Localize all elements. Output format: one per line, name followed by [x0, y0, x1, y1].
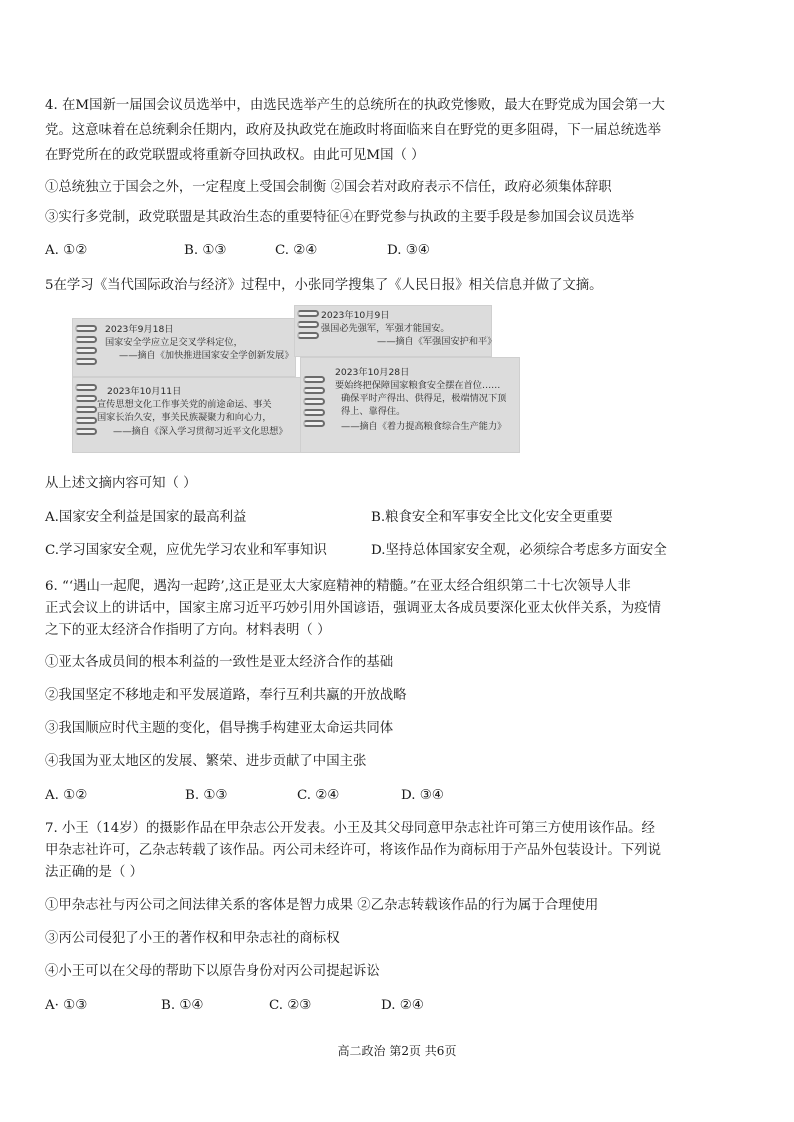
q5-option-a[interactable]: A.国家安全利益是国家的最高利益	[45, 510, 247, 525]
digest-card-3	[72, 377, 306, 453]
q4-option-c[interactable]: C. ②④	[275, 243, 318, 258]
q4-option-a[interactable]: A. ①②	[45, 243, 88, 258]
q4-stem-line-2: 党。这意味着在总统剩余任期内，政府及执政党在施政时将面临来自在野党的更多阻碍，下一届总统选举	[45, 123, 661, 138]
q7-statement-1: ①甲杂志社与丙公司之间法律关系的客体是智力成果 ②乙杂志转载该作品的行为属于合理使用	[45, 898, 599, 913]
digest-card-1-body: 国家安全学应立足交叉学科定位，	[105, 337, 243, 348]
digest-card-3-date: 2023年10月11日	[107, 386, 182, 397]
q4-option-b[interactable]: B. ①③	[184, 243, 227, 258]
q4-option-d[interactable]: D. ③④	[387, 243, 430, 258]
q6-stem-line-3: 之下的亚太经济合作指明了方向。材料表明（ ）	[45, 623, 331, 638]
digest-card-4	[300, 357, 520, 453]
q5-option-b[interactable]: B.粮食安全和军事安全比文化安全更重要	[371, 510, 613, 525]
digest-card-4-source: ——摘自《着力提高粮食综合生产能力》	[341, 421, 507, 432]
q4-statement-2: ③实行多党制，政党联盟是其政治生态的重要特征④在野党参与执政的主要手段是参加国会议员选举	[45, 210, 635, 225]
q7-stem-line-2: 甲杂志社许可，乙杂志转载了该作品。丙公司未经许可，将该作品作为商标用于产品外包装设计。下列说	[45, 843, 661, 858]
digest-card-3-source: ——摘自《深入学习贯彻习近平文化思想》	[113, 426, 288, 437]
digest-card-3-body-line-2: 国家长治久安，事关民族凝聚力和向心力，	[97, 412, 272, 423]
q4-stem-line-3: 在野党所在的政党联盟或将重新夺回执政权。由此可见M国（ ）	[45, 148, 425, 163]
q6-option-d[interactable]: D. ③④	[401, 788, 444, 803]
spiral-binding-icon	[75, 325, 97, 369]
digest-card-4-body-line-1: 要始终把保障国家粮食安全摆在首位……	[335, 380, 501, 391]
digest-clippings-image	[70, 305, 520, 453]
q6-statement-4: ④我国为亚太地区的发展、繁荣、进步贡献了中国主张	[45, 754, 367, 769]
q7-option-a[interactable]: A· ①③	[45, 998, 88, 1013]
q6-option-b[interactable]: B. ①③	[185, 788, 228, 803]
spiral-binding-icon	[297, 310, 319, 343]
q6-option-a[interactable]: A. ①②	[45, 788, 88, 803]
q4-stem-line-1: 4. 在M国新一届国会议员选举中，由选民选举产生的总统所在的执政党惨败，最大在野党成为国会第一大	[45, 98, 665, 113]
digest-card-4-body-line-3: 得上、靠得住。	[341, 406, 406, 417]
digest-card-1-source: ——摘自《加快推进国家安全学创新发展》	[119, 350, 294, 361]
q7-stem-line-1: 7. 小王（14岁）的摄影作品在甲杂志公开发表。小王及其父母同意甲杂志社许可第三方使用该作品。经	[45, 821, 655, 836]
digest-card-1-date: 2023年9月18日	[105, 324, 174, 335]
q6-stem-line-1: 6. “‘遇山一起爬，遇沟一起跨’,这正是亚太大家庭精神的精髓。”在亚太经合组织第二十七次领导人非	[45, 579, 631, 594]
spiral-binding-icon	[303, 376, 325, 431]
q7-option-c[interactable]: C. ②③	[269, 998, 312, 1013]
q4-statement-1: ①总统独立于国会之外，一定程度上受国会制衡 ②国会若对政府表示不信任，政府必须集体辞职	[45, 180, 612, 195]
q7-stem-line-3: 法正确的是（ ）	[45, 865, 143, 880]
q6-option-c[interactable]: C. ②④	[297, 788, 340, 803]
q7-option-d[interactable]: D. ②④	[381, 998, 424, 1013]
page-footer: 高二政治 第2页 共6页	[337, 1044, 457, 1058]
digest-card-4-date: 2023年10月28日	[335, 367, 410, 378]
q5-question: 从上述文摘内容可知（ ）	[45, 476, 197, 491]
spiral-binding-icon	[75, 384, 97, 439]
digest-card-4-body-line-2: 确保平时产得出、供得足，极端情况下顶	[341, 393, 507, 404]
digest-card-3-body-line-1: 宣传思想文化工作事关党的前途命运、事关	[97, 399, 272, 410]
q6-stem-line-2: 正式会议上的讲话中，国家主席习近平巧妙引用外国谚语，强调亚太各成员要深化亚太伙伴关系，为疫情	[45, 601, 661, 616]
q7-statement-2: ③丙公司侵犯了小王的著作权和甲杂志社的商标权	[45, 931, 340, 946]
digest-card-2-source: ——摘自《军强国安护和平》	[377, 336, 497, 347]
q6-statement-3: ③我国顺应时代主题的变化，倡导携手构建亚太命运共同体	[45, 721, 394, 736]
q6-statement-1: ①亚太各成员间的根本利益的一致性是亚太经济合作的基础	[45, 655, 394, 670]
q5-option-c[interactable]: C.学习国家安全观，应优先学习农业和军事知识	[45, 543, 327, 558]
digest-card-1	[72, 318, 296, 377]
q7-statement-3: ④小王可以在父母的帮助下以原告身份对丙公司提起诉讼	[45, 964, 380, 979]
q5-stem: 5在学习《当代国际政治与经济》过程中，小张同学搜集了《人民日报》相关信息并做了文摘。	[45, 278, 603, 293]
digest-card-2	[294, 305, 497, 357]
digest-card-2-body: 强国必先强军，军强才能国安。	[321, 323, 450, 334]
digest-card-2-date: 2023年10月9日	[321, 310, 390, 321]
q5-option-d[interactable]: D.坚持总体国家安全观，必须综合考虑多方面安全	[371, 543, 667, 558]
q7-option-b[interactable]: B. ①④	[161, 998, 204, 1013]
q6-statement-2: ②我国坚定不移地走和平发展道路，奉行互利共赢的开放战略	[45, 688, 407, 703]
